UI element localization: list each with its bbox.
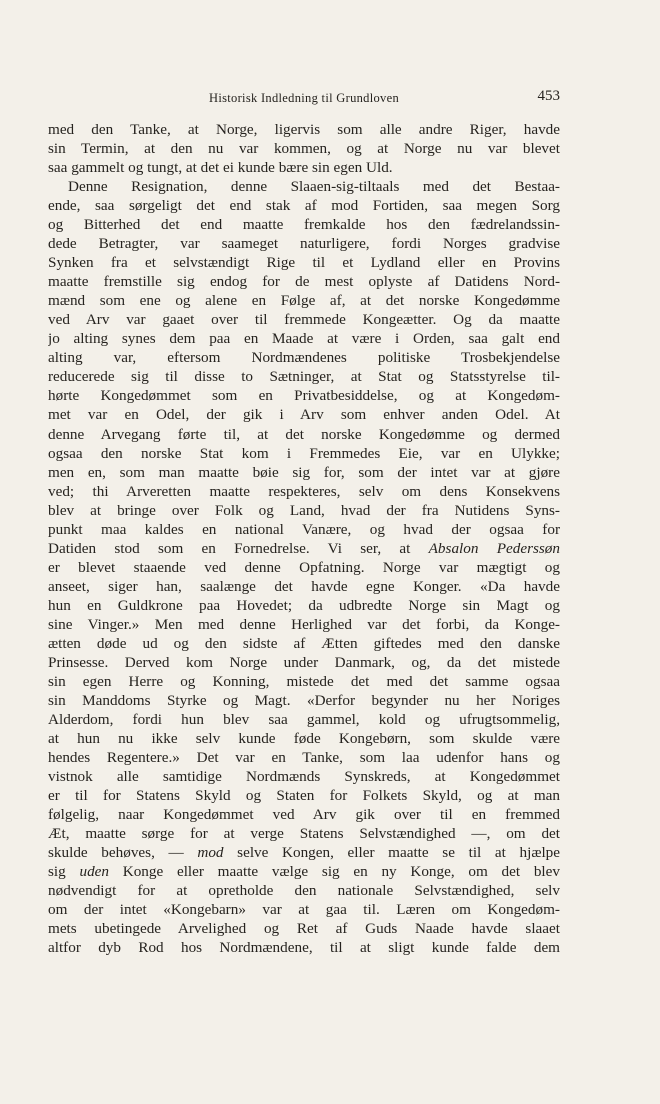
text-line: reducerede sig til disse to Sætninger, at Stat og Statsstyrelse til- — [48, 368, 560, 386]
text-line: ætten døde ud og den sidste af Ætten giftedes med den danske — [48, 634, 560, 652]
text-segment: sig — [48, 863, 80, 881]
text-line: saa gammelt og tungt, at det ei kunde bære sin egen Uld. — [48, 159, 393, 177]
text-line: Alderdom, fordi hun blev saa gammel, kold og ufrugtsommelig, — [48, 710, 560, 728]
text-line: hun en Guldkrone paa Hovedet; da udbredte Norge sin Magt og — [48, 596, 560, 614]
text-line: men en, som man maatte bøie sig for, som der intet var at gjøre — [48, 463, 560, 481]
text-line: ende, saa sørgeligt det end stak af mod Fortiden, saa megen Sorg — [48, 197, 560, 215]
text-line — [48, 539, 560, 558]
text-line: altfor dyb Rod hos Nordmændene, til at sligt kunde falde dem — [48, 939, 560, 957]
text-segment: Konge eller maatte vælge sig en ny Konge, om det blev — [109, 863, 560, 881]
text-line — [48, 843, 560, 862]
text-line: nødvendigt for at opretholde den nationale Selvstændighed, selv — [48, 882, 560, 900]
text-line: mets ubetingede Arvelighed og Ret af Guds Naade havde slaaet — [48, 920, 560, 938]
body-text — [48, 120, 560, 957]
italic-word: uden — [79, 863, 109, 881]
page-number: 453 — [537, 88, 560, 104]
text-line: om der intet «Kongebarn» var at gaa til. Læren om Kongedøm- — [48, 901, 560, 919]
text-line: ogsaa den norske Stat kom i Fremmedes Eie, var en Ulykke; — [48, 444, 560, 462]
text-line: med den Tanke, at Norge, ligervis som alle andre Riger, havde — [48, 121, 560, 138]
text-line: blev at bringe over Folk og Land, hvad der fra Nutidens Syns- — [48, 501, 560, 519]
text-line: ved Arv var gaaet over til fremmede Kongeætter. Og da maatte — [48, 311, 560, 329]
text-line: sin egen Herre og Konning, mistede det med det samme ogsaa — [48, 672, 560, 690]
text-line: met var en Odel, der gik i Arv som enhver anden Odel. At — [48, 406, 560, 424]
text-line: sin Manddoms Styrke og Magt. «Derfor begynder nu her Noriges — [48, 691, 560, 709]
text-line: maatte fremstille sig endog for de mest oplyste af Datidens Nord- — [48, 273, 560, 291]
text-segment: skulde behøves, — — [48, 844, 198, 862]
text-line: Æt, maatte sørge for at verge Statens Selvstændighed —, om det — [48, 825, 560, 843]
running-head — [48, 88, 560, 110]
running-title: Historisk Indledning til Grundloven — [209, 91, 399, 105]
text-line: ved; thi Arveretten maatte respekteres, selv om dens Konsekvens — [48, 482, 560, 500]
text-line: dede Betragter, var saameget naturligere, fordi Norges gradvise — [48, 235, 560, 253]
text-line: vistnok alle samtidige Nordmænds Synskreds, at Kongedømmet — [48, 768, 560, 786]
text-line: alting var, eftersom Nordmændenes politiske Trosbekjendelse — [48, 349, 560, 367]
italic-word: mod — [197, 844, 224, 862]
text-line: sin Termin, at den nu var kommen, og at Norge nu var blevet — [48, 140, 560, 158]
text-line: hørte Kongedømmet som en Privatbesiddelse, og at Kongedøm- — [48, 387, 560, 405]
text-line: og Bitterhed det end maatte fremkalde hos den fædrelandssin- — [48, 216, 560, 234]
text-line: er til for Statens Skyld og Staten for Folkets Skyld, og at man — [48, 787, 560, 805]
text-line: anseet, siger han, saalænge det havde egne Konger. «Da havde — [48, 577, 560, 595]
text-line: jo alting synes dem paa en Maade at være i Orden, saa galt end — [48, 330, 560, 348]
text-line: Denne Resignation, denne Slaaen-sig-tiltaals med det Bestaa- — [68, 178, 560, 196]
text-line — [48, 862, 560, 881]
text-line: at hun nu ikke selv kunde føde Kongebørn, som skulde være — [48, 730, 560, 747]
text-line: sine Vinger.» Men med denne Herlighed var det forbi, da Konge- — [48, 615, 560, 633]
text-line: følgelig, naar Kongedømmet ved Arv gik over til en fremmed — [48, 806, 560, 824]
text-line: mænd som ene og alene en Følge af, at det norske Kongedømme — [48, 292, 560, 310]
text-line: Prinsesse. Derved kom Norge under Danmark, og, da det mistede — [48, 653, 560, 671]
text-line: er blevet staaende ved denne Opfatning. Norge var mægtigt og — [48, 558, 560, 576]
italic-name: Absalon Pederssøn — [428, 539, 560, 557]
text-segment: Datiden stod som en Fornedrelse. Vi ser, at — [48, 539, 429, 557]
text-line: denne Arvegang førte til, at det norske Kongedømme og dermed — [48, 425, 560, 443]
text-line: Synken fra et selvstændigt Rige til et Lydland eller en Provins — [48, 254, 560, 272]
text-line: hendes Regentere.» Det var en Tanke, som laa udenfor hans og — [48, 749, 560, 767]
text-line: punkt maa kaldes en national Vanære, og hvad der ogsaa for — [48, 520, 560, 538]
text-segment: selve Kongen, eller maatte se til at hjælpe — [223, 844, 560, 862]
